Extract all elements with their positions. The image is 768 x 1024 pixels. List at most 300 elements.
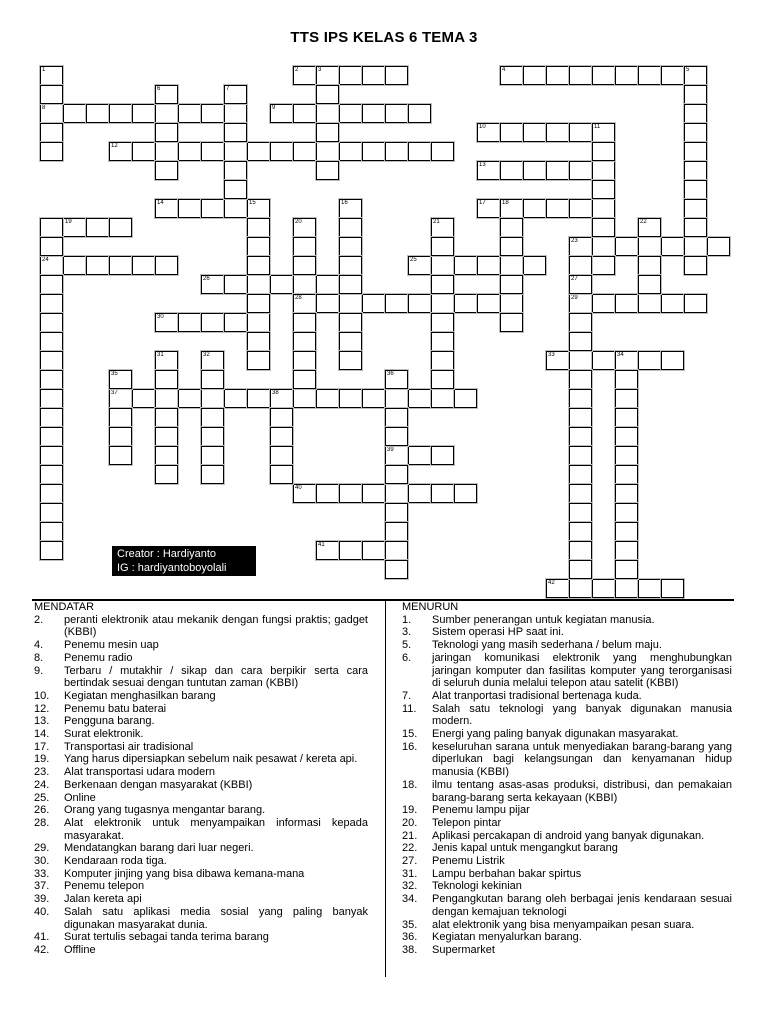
crossword-cell[interactable] [155, 389, 178, 408]
crossword-cell[interactable] [339, 237, 362, 256]
crossword-cell[interactable] [546, 579, 569, 598]
crossword-cell[interactable] [339, 313, 362, 332]
clue-text: Online [64, 791, 96, 804]
crossword-cell[interactable] [500, 237, 523, 256]
crossword-cell[interactable] [293, 313, 316, 332]
crossword-cell[interactable] [385, 446, 408, 465]
crossword-cell[interactable] [40, 275, 63, 294]
crossword-cell[interactable] [40, 408, 63, 427]
crossword-cell[interactable] [155, 465, 178, 484]
crossword-cell[interactable] [592, 351, 615, 370]
crossword-cell[interactable] [339, 218, 362, 237]
crossword-cell[interactable] [155, 446, 178, 465]
crossword-cell[interactable] [40, 522, 63, 541]
crossword-cell[interactable] [40, 66, 63, 85]
crossword-cell[interactable] [109, 104, 132, 123]
crossword-cell[interactable] [569, 332, 592, 351]
crossword-cell[interactable] [155, 427, 178, 446]
crossword-cell[interactable] [569, 370, 592, 389]
crossword-cell[interactable] [500, 275, 523, 294]
crossword-cell[interactable] [132, 256, 155, 275]
crossword-cell[interactable] [224, 104, 247, 123]
crossword-cell[interactable] [40, 484, 63, 503]
crossword-cell[interactable] [362, 389, 385, 408]
crossword-cell[interactable] [684, 180, 707, 199]
mendatar-clue [34, 703, 368, 716]
crossword-cell[interactable] [385, 66, 408, 85]
crossword-cell[interactable] [201, 465, 224, 484]
crossword-cell[interactable] [86, 256, 109, 275]
crossword-cell[interactable] [615, 465, 638, 484]
crossword-cell[interactable] [638, 256, 661, 275]
crossword-cell[interactable] [546, 199, 569, 218]
crossword-cell[interactable] [40, 294, 63, 313]
crossword-cell[interactable] [615, 579, 638, 598]
crossword-cell[interactable] [615, 427, 638, 446]
crossword-cell[interactable] [684, 199, 707, 218]
crossword-cell[interactable] [362, 541, 385, 560]
crossword-cell[interactable] [40, 389, 63, 408]
crossword-cell[interactable] [339, 104, 362, 123]
crossword-cell[interactable] [431, 275, 454, 294]
crossword-cell[interactable] [293, 275, 316, 294]
crossword-cell[interactable] [155, 199, 178, 218]
crossword-cell[interactable] [247, 275, 270, 294]
crossword-cell[interactable] [247, 237, 270, 256]
crossword-cell[interactable] [431, 351, 454, 370]
crossword-cell[interactable] [385, 522, 408, 541]
crossword-cell[interactable] [477, 199, 500, 218]
crossword-cell[interactable] [477, 123, 500, 142]
crossword-cell[interactable] [362, 294, 385, 313]
crossword-cell[interactable] [615, 503, 638, 522]
crossword-cell[interactable] [569, 313, 592, 332]
crossword-cell[interactable] [224, 142, 247, 161]
crossword-cell[interactable] [431, 142, 454, 161]
crossword-cell[interactable] [339, 294, 362, 313]
crossword-cell[interactable] [155, 351, 178, 370]
crossword-cell[interactable] [362, 142, 385, 161]
crossword-cell[interactable] [615, 294, 638, 313]
crossword-cell[interactable] [569, 294, 592, 313]
crossword-cell[interactable] [362, 104, 385, 123]
crossword-cell[interactable] [40, 332, 63, 351]
crossword-cell[interactable] [569, 199, 592, 218]
crossword-cell[interactable] [316, 294, 339, 313]
crossword-cell[interactable] [523, 161, 546, 180]
crossword-cell[interactable] [155, 104, 178, 123]
crossword-cell[interactable] [569, 408, 592, 427]
crossword-cell[interactable] [339, 275, 362, 294]
crossword-cell[interactable] [385, 142, 408, 161]
crossword-cell[interactable] [247, 218, 270, 237]
crossword-cell[interactable] [109, 408, 132, 427]
crossword-cell[interactable] [408, 389, 431, 408]
crossword-cell[interactable] [224, 275, 247, 294]
crossword-cell[interactable] [569, 446, 592, 465]
crossword-cell[interactable] [247, 199, 270, 218]
crossword-cell[interactable] [155, 408, 178, 427]
crossword-cell[interactable] [454, 294, 477, 313]
crossword-cell[interactable] [431, 313, 454, 332]
crossword-cell[interactable] [109, 389, 132, 408]
crossword-cell[interactable] [293, 66, 316, 85]
crossword-cell[interactable] [155, 313, 178, 332]
crossword-cell[interactable] [339, 541, 362, 560]
crossword-cell[interactable] [40, 370, 63, 389]
crossword-cell[interactable] [661, 579, 684, 598]
crossword-cell[interactable] [431, 446, 454, 465]
crossword-cell[interactable] [431, 294, 454, 313]
crossword-cell[interactable] [385, 503, 408, 522]
crossword-cell[interactable] [40, 218, 63, 237]
cell-number: 16 [341, 200, 348, 206]
crossword-cell[interactable] [546, 66, 569, 85]
crossword-cell[interactable] [316, 142, 339, 161]
crossword-cell[interactable] [615, 237, 638, 256]
crossword-cell[interactable] [293, 389, 316, 408]
crossword-cell[interactable] [201, 313, 224, 332]
crossword-cell[interactable] [569, 161, 592, 180]
crossword-cell[interactable] [615, 446, 638, 465]
crossword-cell[interactable] [569, 237, 592, 256]
crossword-cell[interactable] [431, 332, 454, 351]
crossword-cell[interactable] [224, 180, 247, 199]
crossword-cell[interactable] [592, 218, 615, 237]
crossword-cell[interactable] [201, 427, 224, 446]
crossword-cell[interactable] [661, 294, 684, 313]
crossword-cell[interactable] [615, 560, 638, 579]
crossword-cell[interactable] [270, 275, 293, 294]
crossword-cell[interactable] [615, 351, 638, 370]
crossword-cell[interactable] [132, 142, 155, 161]
crossword-cell[interactable] [638, 218, 661, 237]
crossword-cell[interactable] [316, 541, 339, 560]
crossword-cell[interactable] [385, 484, 408, 503]
crossword-cell[interactable] [40, 427, 63, 446]
crossword-cell[interactable] [40, 142, 63, 161]
crossword-cell[interactable] [638, 237, 661, 256]
crossword-cell[interactable] [684, 85, 707, 104]
crossword-cell[interactable] [224, 199, 247, 218]
crossword-cell[interactable] [109, 256, 132, 275]
crossword-cell[interactable] [661, 66, 684, 85]
crossword-cell[interactable] [40, 237, 63, 256]
crossword-cell[interactable] [569, 256, 592, 275]
crossword-cell[interactable] [155, 256, 178, 275]
crossword-cell[interactable] [270, 465, 293, 484]
crossword-cell[interactable] [569, 560, 592, 579]
crossword-cell[interactable] [293, 370, 316, 389]
crossword-cell[interactable] [132, 389, 155, 408]
crossword-cell[interactable] [500, 218, 523, 237]
crossword-cell[interactable] [201, 142, 224, 161]
crossword-cell[interactable] [40, 541, 63, 560]
crossword-cell[interactable] [408, 446, 431, 465]
crossword-cell[interactable] [661, 237, 684, 256]
crossword-cell[interactable] [339, 256, 362, 275]
crossword-cell[interactable] [63, 256, 86, 275]
crossword-cell[interactable] [86, 104, 109, 123]
crossword-cell[interactable] [178, 389, 201, 408]
crossword-cell[interactable] [270, 389, 293, 408]
crossword-cell[interactable] [569, 503, 592, 522]
crossword-cell[interactable] [684, 161, 707, 180]
cell-number: 28 [295, 295, 302, 301]
crossword-cell[interactable] [684, 218, 707, 237]
crossword-cell[interactable] [408, 142, 431, 161]
crossword-cell[interactable] [569, 351, 592, 370]
crossword-cell[interactable] [270, 427, 293, 446]
crossword-cell[interactable] [477, 161, 500, 180]
crossword-cell[interactable] [500, 66, 523, 85]
crossword-cell[interactable] [339, 332, 362, 351]
crossword-cell[interactable] [638, 66, 661, 85]
crossword-cell[interactable] [615, 370, 638, 389]
crossword-cell[interactable] [40, 104, 63, 123]
crossword-cell[interactable] [109, 142, 132, 161]
crossword-cell[interactable] [201, 351, 224, 370]
crossword-cell[interactable] [592, 66, 615, 85]
crossword-cell[interactable] [500, 256, 523, 275]
crossword-cell[interactable] [684, 256, 707, 275]
crossword-cell[interactable] [638, 579, 661, 598]
crossword-cell[interactable] [431, 218, 454, 237]
crossword-cell[interactable] [155, 142, 178, 161]
crossword-cell[interactable] [592, 199, 615, 218]
crossword-cell[interactable] [569, 275, 592, 294]
crossword-cell[interactable] [293, 484, 316, 503]
crossword-cell[interactable] [385, 427, 408, 446]
crossword-cell[interactable] [316, 66, 339, 85]
crossword-cell[interactable] [247, 332, 270, 351]
clue-text: Energi yang paling banyak digunakan masyarakat. [432, 728, 679, 741]
crossword-cell[interactable] [408, 294, 431, 313]
crossword-cell[interactable] [615, 484, 638, 503]
crossword-cell[interactable] [293, 218, 316, 237]
crossword-cell[interactable] [155, 123, 178, 142]
crossword-cell[interactable] [500, 123, 523, 142]
crossword-cell[interactable] [523, 256, 546, 275]
crossword-cell[interactable] [293, 332, 316, 351]
crossword-cell[interactable] [385, 408, 408, 427]
crossword-cell[interactable] [339, 142, 362, 161]
crossword-cell[interactable] [201, 199, 224, 218]
crossword-cell[interactable] [270, 142, 293, 161]
crossword-cell[interactable] [684, 123, 707, 142]
crossword-cell[interactable] [201, 104, 224, 123]
crossword-cell[interactable] [293, 237, 316, 256]
crossword-cell[interactable] [293, 294, 316, 313]
crossword-cell[interactable] [408, 484, 431, 503]
crossword-cell[interactable] [63, 218, 86, 237]
crossword-cell[interactable] [615, 389, 638, 408]
crossword-cell[interactable] [454, 484, 477, 503]
crossword-cell[interactable] [362, 484, 385, 503]
crossword-cell[interactable] [569, 465, 592, 484]
crossword-cell[interactable] [224, 85, 247, 104]
crossword-cell[interactable] [178, 142, 201, 161]
crossword-cell[interactable] [178, 313, 201, 332]
crossword-cell[interactable] [316, 484, 339, 503]
crossword-cell[interactable] [569, 484, 592, 503]
crossword-cell[interactable] [40, 465, 63, 484]
crossword-cell[interactable] [569, 522, 592, 541]
crossword-cell[interactable] [109, 218, 132, 237]
crossword-cell[interactable] [684, 237, 707, 256]
crossword-cell[interactable] [293, 142, 316, 161]
crossword-cell[interactable] [385, 389, 408, 408]
crossword-cell[interactable] [201, 446, 224, 465]
crossword-cell[interactable] [224, 123, 247, 142]
crossword-cell[interactable] [569, 579, 592, 598]
crossword-cell[interactable] [454, 389, 477, 408]
crossword-cell[interactable] [431, 484, 454, 503]
crossword-cell[interactable] [385, 370, 408, 389]
crossword-cell[interactable] [615, 541, 638, 560]
crossword-cell[interactable] [247, 351, 270, 370]
crossword-cell[interactable] [592, 237, 615, 256]
clue-number: 37. [34, 880, 50, 893]
crossword-cell[interactable] [477, 294, 500, 313]
crossword-cell[interactable] [523, 123, 546, 142]
crossword-cell[interactable] [155, 85, 178, 104]
crossword-cell[interactable] [316, 275, 339, 294]
crossword-cell[interactable] [316, 123, 339, 142]
crossword-cell[interactable] [178, 104, 201, 123]
crossword-cell[interactable] [247, 142, 270, 161]
crossword-cell[interactable] [500, 313, 523, 332]
crossword-cell[interactable] [500, 161, 523, 180]
crossword-cell[interactable] [178, 199, 201, 218]
crossword-cell[interactable] [247, 313, 270, 332]
crossword-cell[interactable] [40, 351, 63, 370]
crossword-cell[interactable] [339, 351, 362, 370]
crossword-cell[interactable] [316, 161, 339, 180]
crossword-cell[interactable] [247, 294, 270, 313]
crossword-cell[interactable] [201, 275, 224, 294]
crossword-cell[interactable] [615, 66, 638, 85]
crossword-cell[interactable] [224, 161, 247, 180]
crossword-cell[interactable] [408, 104, 431, 123]
crossword-cell[interactable] [40, 503, 63, 522]
crossword-cell[interactable] [201, 408, 224, 427]
crossword-cell[interactable] [270, 104, 293, 123]
crossword-cell[interactable] [362, 66, 385, 85]
crossword-cell[interactable] [431, 389, 454, 408]
crossword-cell[interactable] [224, 389, 247, 408]
crossword-cell[interactable] [569, 541, 592, 560]
crossword-cell[interactable] [385, 294, 408, 313]
crossword-cell[interactable] [707, 237, 730, 256]
clue-text: Sumber penerangan untuk kegiatan manusia. [432, 613, 655, 626]
crossword-cell[interactable] [109, 446, 132, 465]
crossword-cell[interactable] [201, 370, 224, 389]
crossword-cell[interactable] [63, 104, 86, 123]
crossword-cell[interactable] [546, 123, 569, 142]
crossword-cell[interactable] [385, 465, 408, 484]
crossword-cell[interactable] [684, 142, 707, 161]
crossword-cell[interactable] [431, 370, 454, 389]
crossword-cell[interactable] [592, 161, 615, 180]
crossword-cell[interactable] [615, 522, 638, 541]
crossword-cell[interactable] [339, 66, 362, 85]
crossword-cell[interactable] [270, 446, 293, 465]
crossword-cell[interactable] [316, 389, 339, 408]
crossword-cell[interactable] [316, 104, 339, 123]
crossword-cell[interactable] [615, 408, 638, 427]
crossword-cell[interactable] [293, 256, 316, 275]
crossword-cell[interactable] [431, 256, 454, 275]
crossword-cell[interactable] [569, 123, 592, 142]
crossword-cell[interactable] [592, 294, 615, 313]
crossword-cell[interactable] [86, 218, 109, 237]
crossword-cell[interactable] [40, 256, 63, 275]
crossword-cell[interactable] [569, 427, 592, 446]
crossword-cell[interactable] [247, 256, 270, 275]
crossword-cell[interactable] [592, 142, 615, 161]
crossword-cell[interactable] [132, 104, 155, 123]
crossword-cell[interactable] [40, 123, 63, 142]
crossword-cell[interactable] [523, 199, 546, 218]
crossword-cell[interactable] [592, 180, 615, 199]
crossword-cell[interactable] [155, 161, 178, 180]
crossword-cell[interactable] [408, 256, 431, 275]
crossword-cell[interactable] [155, 370, 178, 389]
crossword-cell[interactable] [454, 256, 477, 275]
crossword-cell[interactable] [270, 408, 293, 427]
crossword-cell[interactable] [109, 427, 132, 446]
crossword-cell[interactable] [293, 104, 316, 123]
crossword-cell[interactable] [661, 351, 684, 370]
crossword-cell[interactable] [638, 294, 661, 313]
crossword-cell[interactable] [592, 123, 615, 142]
crossword-cell[interactable] [592, 256, 615, 275]
crossword-cell[interactable] [569, 66, 592, 85]
crossword-cell[interactable] [40, 446, 63, 465]
crossword-cell[interactable] [40, 313, 63, 332]
crossword-cell[interactable] [339, 199, 362, 218]
crossword-cell[interactable] [546, 161, 569, 180]
crossword-cell[interactable] [684, 294, 707, 313]
crossword-cell[interactable] [201, 389, 224, 408]
crossword-cell[interactable] [385, 541, 408, 560]
crossword-cell[interactable] [293, 351, 316, 370]
crossword-cell[interactable] [523, 66, 546, 85]
crossword-cell[interactable] [431, 237, 454, 256]
crossword-cell[interactable] [109, 370, 132, 389]
crossword-cell[interactable] [638, 275, 661, 294]
crossword-cell[interactable] [40, 85, 63, 104]
crossword-cell[interactable] [385, 560, 408, 579]
crossword-cell[interactable] [500, 199, 523, 218]
crossword-cell[interactable] [684, 66, 707, 85]
cell-number: 31 [157, 352, 164, 358]
crossword-cell[interactable] [684, 104, 707, 123]
crossword-cell[interactable] [339, 389, 362, 408]
crossword-cell[interactable] [339, 484, 362, 503]
crossword-cell[interactable] [477, 256, 500, 275]
crossword-cell[interactable] [569, 389, 592, 408]
crossword-cell[interactable] [247, 389, 270, 408]
crossword-cell[interactable] [316, 85, 339, 104]
crossword-cell[interactable] [224, 313, 247, 332]
crossword-cell[interactable] [385, 104, 408, 123]
crossword-cell[interactable] [592, 579, 615, 598]
crossword-cell[interactable] [500, 294, 523, 313]
crossword-cell[interactable] [546, 351, 569, 370]
crossword-cell[interactable] [638, 351, 661, 370]
